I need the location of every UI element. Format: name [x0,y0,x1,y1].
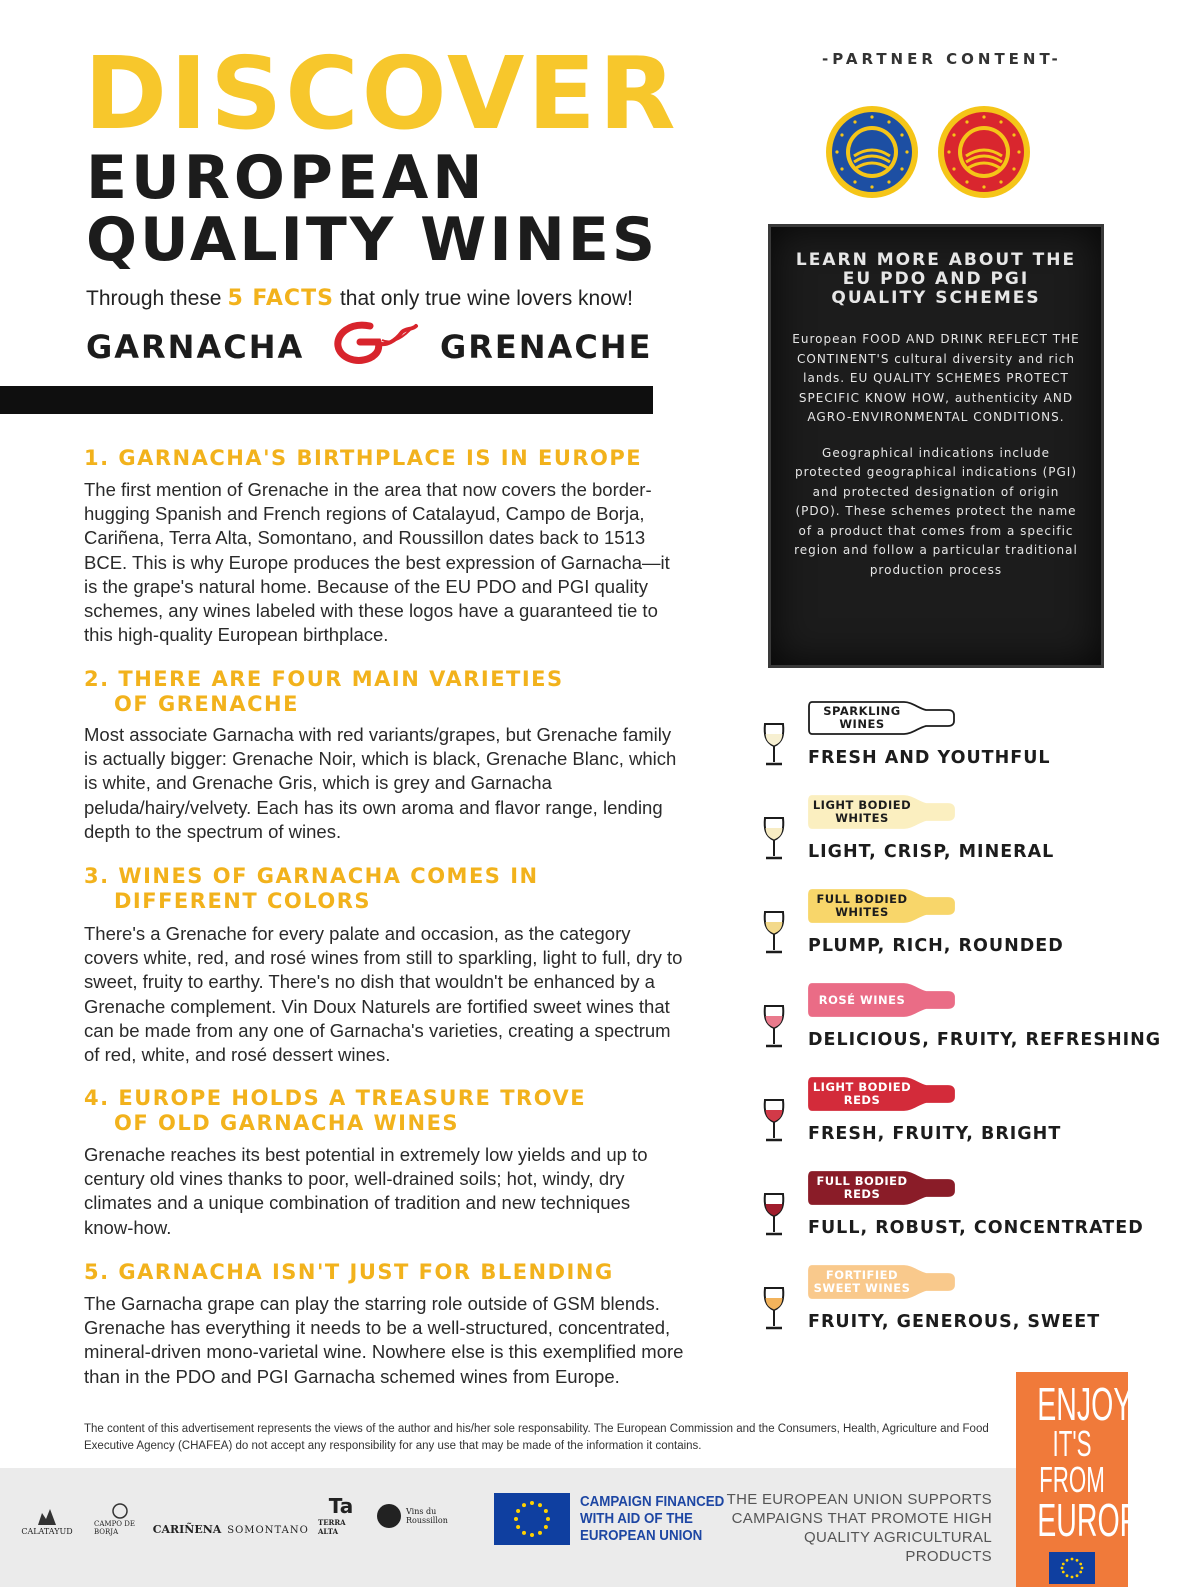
fact-3-title-line-2: DIFFERENT COLORS [114,889,372,913]
bottle-label: LIGHT BODIED WHITES [812,798,912,825]
terra-alta-logo-icon: Ta [328,1494,354,1518]
pdo-seal-icon [936,104,1032,200]
enjoy-europe-badge [1016,1372,1158,1587]
fact-3-title-line-1: 3. WINES OF GARNACHA COMES IN [84,864,539,888]
fact-3-title [84,864,539,914]
bottle-label: ROSÉ WINES [818,992,906,1007]
partner-logo-terra-alta: Ta TERRA ALTA [318,1494,354,1536]
partner-logo-roussillon: Vins du Roussillon [372,1496,442,1536]
wine-description: FRUITY, GENEROUS, SWEET [808,1312,1101,1332]
chalkboard-panel [768,224,1104,668]
bottle-label: FORTIFIED SWEET WINES [813,1268,911,1295]
subtitle-facts: 5 FACTS [227,286,334,311]
bottle-label: FULL BODIED REDS [816,1174,908,1201]
fact-2-title [84,667,564,717]
fact-2-title-line-1: 2. THERE ARE FOUR MAIN VARIETIES [84,667,564,691]
roussillon-logo-icon [376,1503,402,1529]
header-divider-bar [0,386,653,414]
fact-1-title [84,446,642,471]
subtitle-post: that only true wine lovers know! [339,287,633,310]
chalkboard-heading: LEARN MORE ABOUT THE EU PDO AND PGI QUALITY SCHEMES [795,250,1077,308]
wine-glass-icon [760,1286,788,1332]
fact-2-title-line-2: OF GRENACHE [114,692,299,716]
wine-row [760,794,1140,874]
partner-logo-campo-de-borja: CAMPO DE BORJA [94,1496,146,1536]
wine-description: FRESH, FRUITY, BRIGHT [808,1124,1062,1144]
garnacha-g-logo-icon [330,318,420,366]
wine-description: FULL, ROBUST, CONCENTRATED [808,1218,1144,1238]
enjoy-line-2: IT'S FROM [1039,1423,1105,1500]
grape-name-grenache: GRENACHE [440,328,653,366]
bottle-label: LIGHT BODIED REDS [812,1080,912,1107]
wine-glass-icon [760,910,788,956]
headline-european: EUROPEAN [86,143,487,213]
eu-flag-icon [1049,1552,1095,1584]
partner-logo-somontano: SOMONTANO [227,1525,309,1536]
subtitle [86,286,633,311]
fact-1-body: The first mention of Grenache in the area that now covers the border-hugging Spanish and French regions of Catalayud, Campo de Borja, Cariñena, Terra Alta, Somontano, and Roussillon dates back to 1513 BCE. This is why Europe produces the best expression of Garnacha—it is the grape's natural home. Because of the EU PDO and PGI quality schemes, any wines labeled with these logos have a guaranteed tie to this high-quality European birthplace. [84,479,670,646]
wine-row [760,1076,1140,1156]
campaign-financed-text: CAMPAIGN FINANCED WITH AID OF THE EUROPEAN UNION [580,1494,725,1544]
subtitle-pre: Through these [86,287,222,310]
wine-glass-icon [760,722,788,768]
partner-logo-calatayud: CALATAYUD [22,1496,72,1536]
fact-4-title-line-1: 4. EUROPE HOLDS A TREASURE TROVE [84,1086,587,1110]
wine-description: FRESH AND YOUTHFUL [808,748,1051,768]
headline-quality-wines: QUALITY WINES [86,205,659,275]
eu-flag-footer-icon [494,1493,570,1545]
wine-description: DELICIOUS, FRUITY, REFRESHING [808,1030,1162,1050]
wine-glass-icon [760,1004,788,1050]
fact-4-title-line-2: OF OLD GARNACHA WINES [114,1111,460,1135]
fact-4-body: Grenache reaches its best potential in extremely low yields and up to century old vines thanks to poor, well-drained soils; hot, windy, dry climates and a unique combination of tradition and new techniques know-how. [84,1144,648,1238]
bottle-label: SPARKLING WINES [823,704,901,731]
wine-glass-icon [760,1098,788,1144]
wine-row [760,1264,1140,1344]
headline-discover: DISCOVER [84,35,679,152]
fact-5-title-line-1: 5. GARNACHA ISN'T JUST FOR BLENDING [84,1260,614,1284]
partner-content-label: -PARTNER CONTENT- [822,50,1062,68]
fact-3-body: There's a Grenache for every palate and occasion, as the category covers white, red, and rosé wines from still to sparkling, light to full, dry to sweet, fruity to earthy. There's no dish that wouldn't be enhanced by a Grenache complement. Vin Doux Naturels are fortified sweet wines that can be made from any one of Garnacha's varieties, creating a spectrum of red, white, and rosé dessert wines. [84,923,683,1066]
grape-name-garnacha: GARNACHA [86,328,305,366]
pgi-seal-icon [824,104,920,200]
enjoy-line-3: EUROPE [1037,1494,1158,1546]
wine-description: PLUMP, RICH, ROUNDED [808,936,1064,956]
wine-description: LIGHT, CRISP, MINERAL [808,842,1055,862]
partner-logo-carinena: CARIÑENA [152,1523,222,1536]
enjoy-line-1: ENJOY [1037,1378,1133,1430]
wine-row [760,982,1162,1062]
calatayud-logo-icon [36,1507,58,1527]
chalkboard-paragraph-2: Geographical indications include protected geographical indications (PGI) and protected designation of origin (PDO). These schemes protect the name of a product that comes from a specific region and follow a particular traditional production process [794,445,1078,577]
wine-row [760,888,1140,968]
wine-glass-icon [760,816,788,862]
campo-de-borja-logo-icon [109,1502,131,1520]
bottle-label: FULL BODIED WHITES [816,892,908,919]
eu-supports-text: THE EUROPEAN UNION SUPPORTS CAMPAIGNS THAT PROMOTE HIGH QUALITY AGRICULTURAL PRODUCTS [726,1491,992,1565]
fact-5-body: The Garnacha grape can play the starring role outside of GSM blends. Grenache has everything it needs to be a well-structured, concentrated, mineral-driven mono-varietal wine. Nowhere else is this exemplified more than in the PDO and PGI Garnacha schemed wines from Europe. [84,1293,684,1387]
wine-row [760,700,1140,780]
wine-row [760,1170,1144,1250]
fact-4-title [84,1086,586,1136]
wine-glass-icon [760,1192,788,1238]
fact-2-body: Most associate Garnacha with red variants/grapes, but Grenache family is actually bigger: Grenache Noir, which is black, Grenache Blanc, which is white, and Grenache Gris, which is grey and Garnacha peluda/hairy/velvety. Each has its own aroma and flavor range, lending depth to the spectrum of wines. [84,724,677,842]
fact-5-title [84,1260,614,1285]
chalkboard-paragraph-1: European FOOD AND DRINK REFLECT THE CONTINENT'S cultural diversity and rich lands. EU QUALITY SCHEMES PROTECT SPECIFIC KNOW HOW, authenticity AND AGRO-ENVIRONMENTAL CONDITIONS. [792,332,1080,424]
disclaimer-text: The content of this advertisement represents the views of the author and his/her sole responsability. The European Commission and the Consumers, Health, Agriculture and Food Executive Agency (CHAFEA) do not accept any responsibility for any use that may be made of the information it contains. [84,1423,989,1452]
fact-1-title-line-1: 1. GARNACHA'S BIRTHPLACE IS IN EUROPE [84,446,643,470]
